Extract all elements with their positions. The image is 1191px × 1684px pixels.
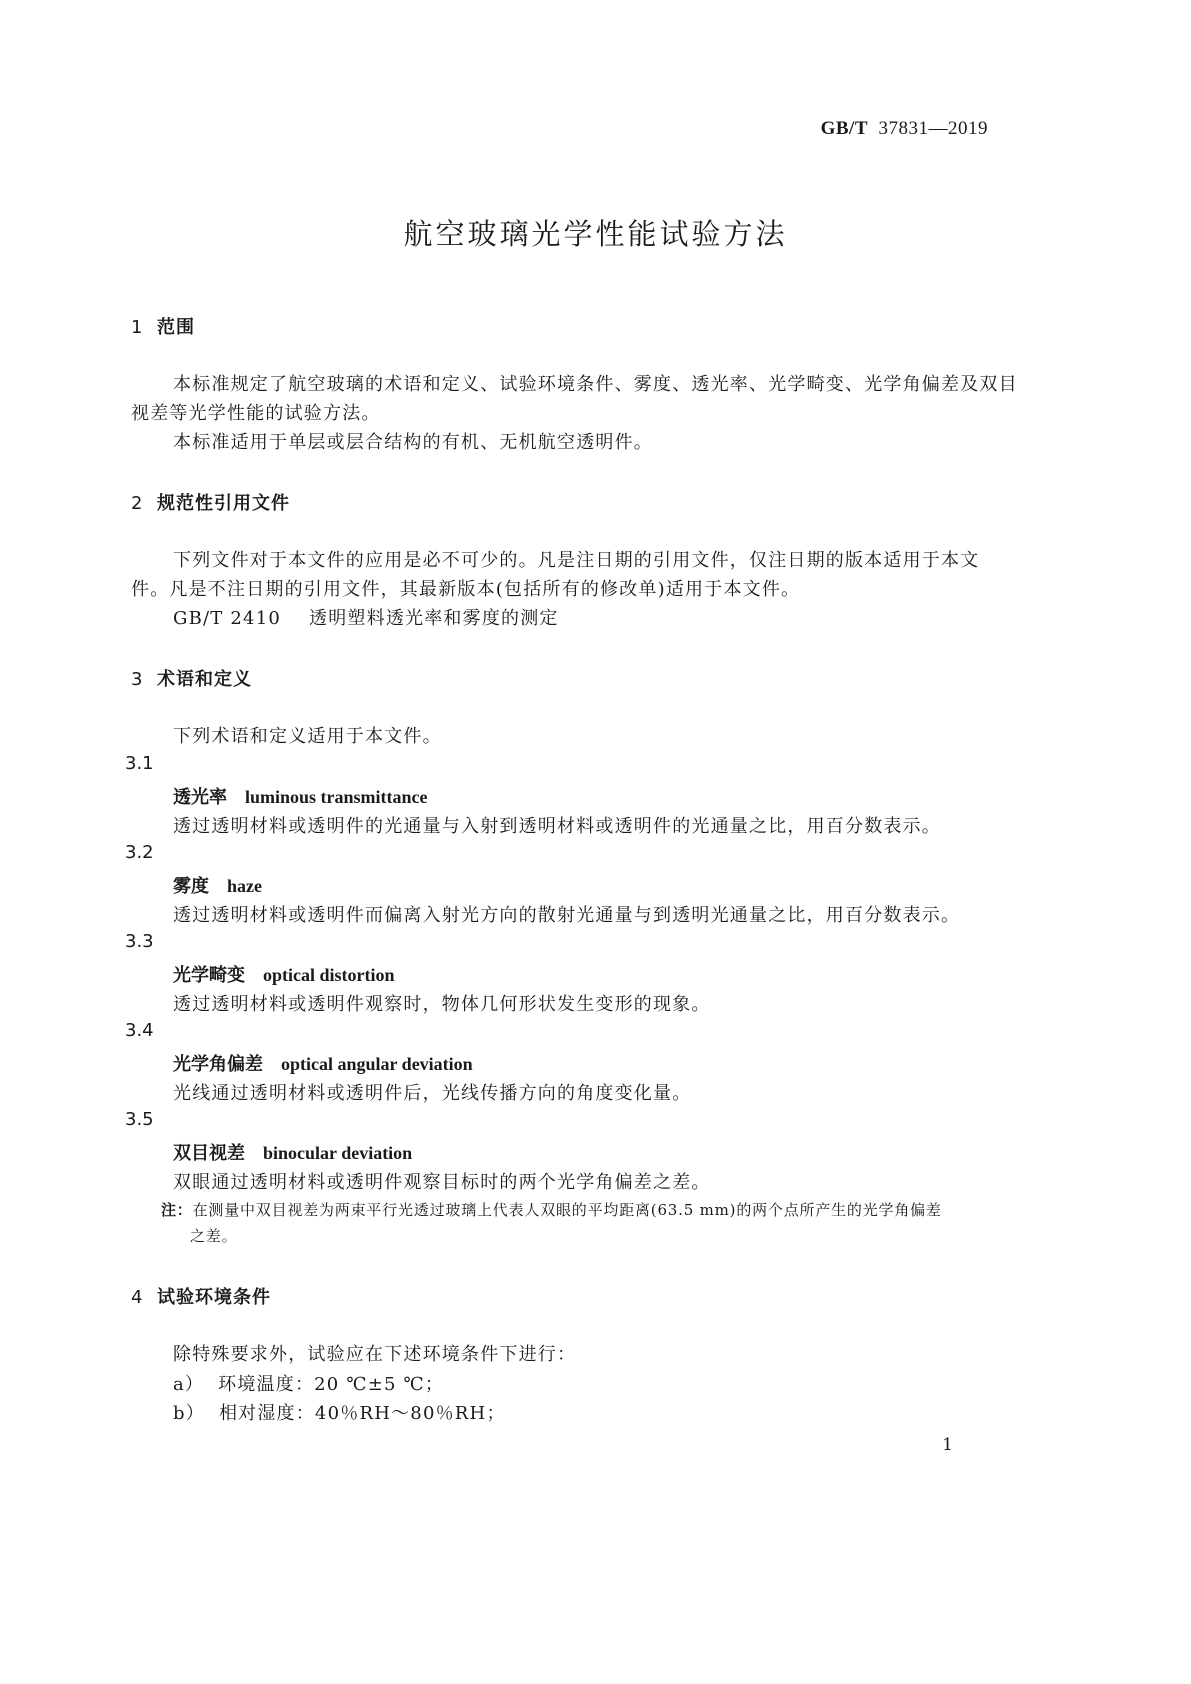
term-number: 3.1 bbox=[125, 753, 154, 774]
section-heading-3: 3 术语和定义 bbox=[131, 669, 252, 690]
paragraph-references-line2: 件。凡是不注日期的引用文件，其最新版本(包括所有的修改单)适用于本文件。 bbox=[131, 579, 801, 600]
term-number: 3.4 bbox=[125, 1020, 154, 1041]
paragraph-references-line1: 下列文件对于本文件的应用是必不可少的。凡是注日期的引用文件，仅注日期的版本适用于本文 bbox=[173, 550, 980, 571]
reference-title: 透明塑料透光率和雾度的测定 bbox=[309, 608, 559, 629]
term-heading: 双目视差 binocular deviation bbox=[173, 1143, 413, 1164]
note-line1: 注：在测量中双目视差为两束平行光透过玻璃上代表人双眼的平均距离(63.5 mm)的两个点所产生的光学角偏差 bbox=[161, 1201, 942, 1219]
term-number: 3.3 bbox=[125, 931, 154, 952]
term-definition: 双眼通过透明材料或透明件观察目标时的两个光学角偏差之差。 bbox=[173, 1172, 711, 1193]
standard-number: GB/T 37831—2019 bbox=[820, 118, 988, 139]
term-definition: 透过透明材料或透明件观察时，物体几何形状发生变形的现象。 bbox=[173, 994, 711, 1015]
list-item-label: a） bbox=[173, 1374, 205, 1395]
term-heading: 透光率 luminous transmittance bbox=[173, 787, 428, 808]
environment-intro: 除特殊要求外，试验应在下述环境条件下进行： bbox=[173, 1344, 577, 1365]
list-item bbox=[173, 1399, 506, 1425]
note-line2: 之差。 bbox=[190, 1227, 238, 1245]
term-heading: 光学畸变 optical distortion bbox=[173, 965, 395, 986]
terms-intro: 下列术语和定义适用于本文件。 bbox=[173, 726, 442, 747]
term-heading: 雾度 haze bbox=[173, 876, 262, 897]
term-heading: 光学角偏差 optical angular deviation bbox=[173, 1054, 473, 1075]
section-heading-4: 4 试验环境条件 bbox=[131, 1287, 271, 1308]
paragraph-scope-line1: 本标准规定了航空玻璃的术语和定义、试验环境条件、雾度、透光率、光学畸变、光学角偏差及双目 bbox=[173, 374, 1018, 395]
term-definition: 光线通过透明材料或透明件后，光线传播方向的角度变化量。 bbox=[173, 1083, 692, 1104]
document-title: 航空玻璃光学性能试验方法 bbox=[403, 217, 788, 251]
note-label: 注： bbox=[161, 1201, 193, 1219]
section-heading-1: 1 范围 bbox=[131, 317, 195, 338]
term-number: 3.2 bbox=[125, 842, 154, 863]
reference-entry bbox=[173, 604, 559, 630]
reference-code: GB/T 2410 bbox=[173, 608, 282, 629]
list-item-label: b） bbox=[173, 1403, 205, 1424]
page-number: 1 bbox=[942, 1435, 953, 1455]
term-definition: 透过透明材料或透明件而偏离入射光方向的散射光通量与到透明光通量之比，用百分数表示。 bbox=[173, 905, 961, 926]
term-definition: 透过透明材料或透明件的光通量与入射到透明材料或透明件的光通量之比，用百分数表示。 bbox=[173, 816, 941, 837]
section-heading-2: 2 规范性引用文件 bbox=[131, 493, 290, 514]
paragraph-scope-applicability: 本标准适用于单层或层合结构的有机、无机航空透明件。 bbox=[173, 432, 653, 453]
paragraph-scope-line2: 视差等光学性能的试验方法。 bbox=[131, 403, 381, 424]
list-item-text: 环境温度：20 ℃±5 ℃； bbox=[218, 1374, 445, 1395]
term-number: 3.5 bbox=[125, 1109, 154, 1130]
list-item-text: 相对湿度：40％RH～80％RH； bbox=[218, 1403, 506, 1424]
list-item bbox=[173, 1370, 444, 1396]
